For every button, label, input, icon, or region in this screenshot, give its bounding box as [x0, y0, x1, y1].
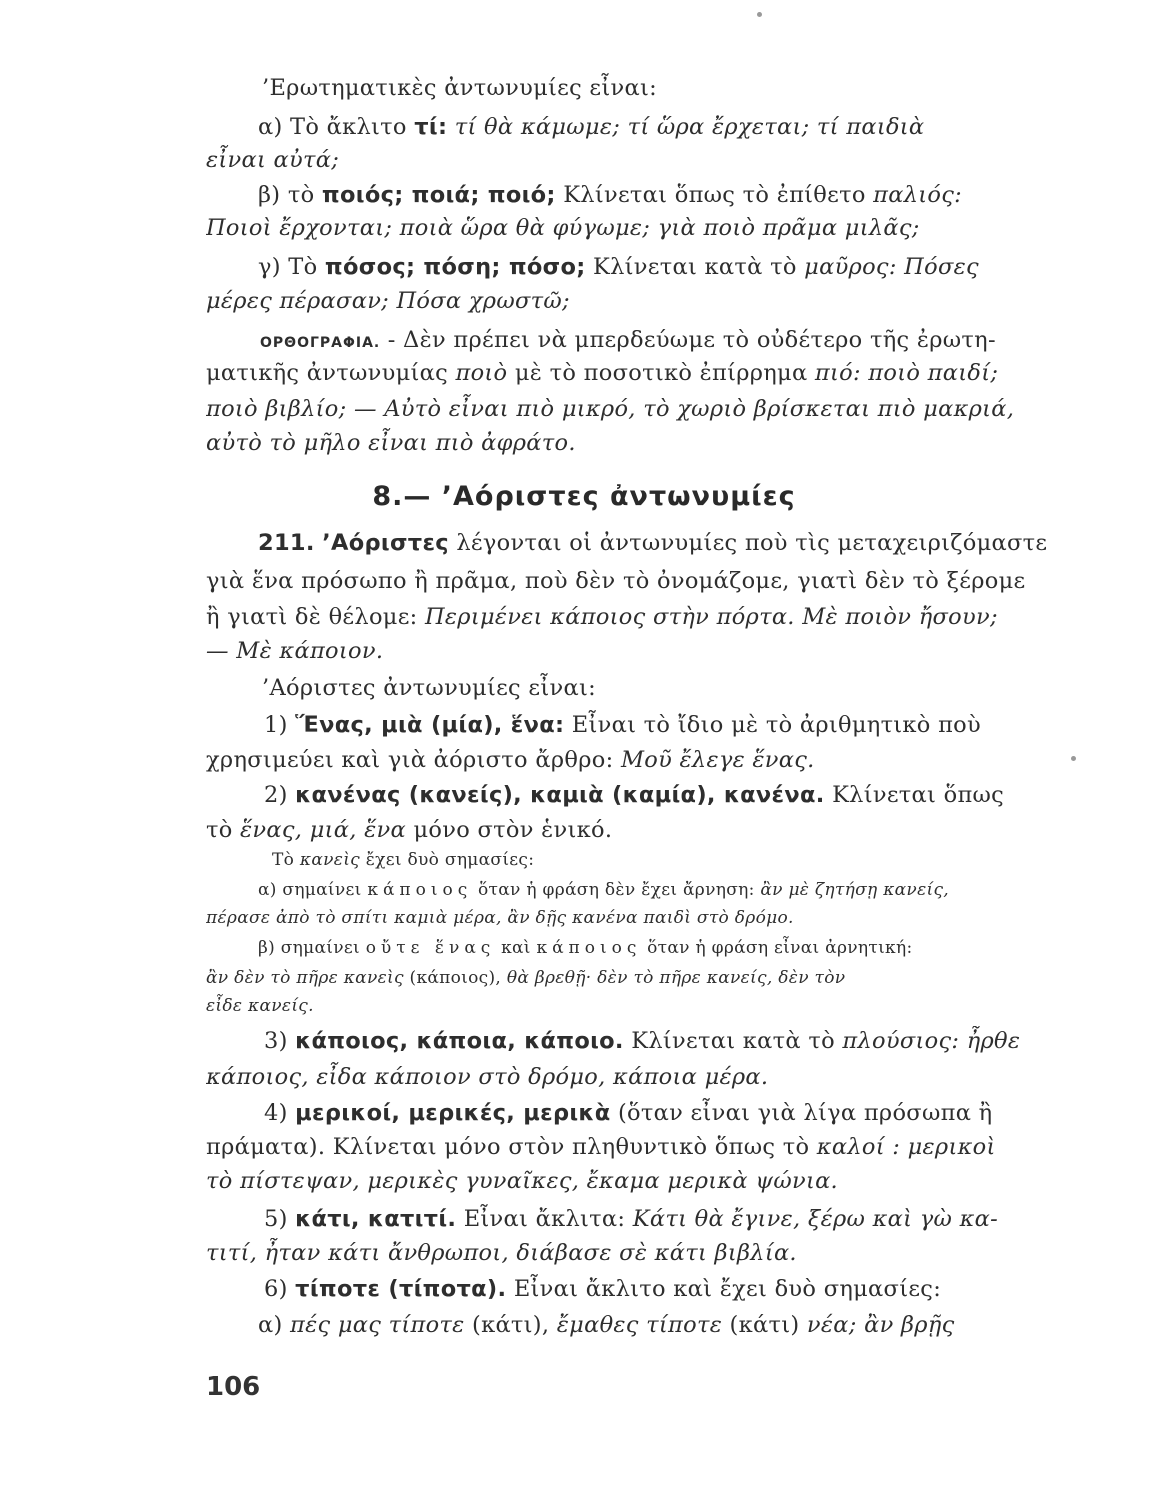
example-text: Μοῦ ἔλεγε ἕνας. — [620, 747, 815, 773]
paragraph-text: πράματα). Κλίνεται μόνο στὸν πληθυντικὸ ὅπως τὸ — [206, 1134, 810, 1160]
text-line — [262, 673, 1112, 703]
example-text: πέρασε ἀπὸ τὸ σπίτι καμιὰ μέρα, ἂν δῇς κανένα παιδὶ στὸ δρόμο. — [206, 908, 794, 928]
text-line — [206, 815, 1056, 845]
example-text: τιτί, ἦταν κάτι ἄνθρωποι, διάβασε σὲ κάτι βιβλία. — [206, 1240, 797, 1266]
list-label: β) τὸ — [258, 182, 315, 208]
list-label: β) σημαίνει — [258, 938, 360, 958]
paragraph-text: λέγονται οἱ ἀντωνυμίες ποὺ τὶς μεταχειριζόμαστε — [456, 530, 1048, 556]
text-line — [206, 966, 1056, 990]
text-line — [206, 1238, 1056, 1268]
text-line — [206, 286, 1056, 316]
example-text: μέρες πέρασαν; Πόσα χρωστῶ; — [206, 288, 570, 314]
list-label: 6) — [264, 1276, 288, 1302]
list-label: 3) — [264, 1028, 288, 1054]
note-text: ὅταν ἡ φράση δὲν ἔχει ἄρνηση: — [477, 880, 755, 900]
example-text: Πόσες — [904, 254, 979, 280]
pronoun-term: τίποτε (τίποτα). — [295, 1276, 507, 1302]
pronoun-term: κανένας (κανείς), καμιὰ (καμία), κανένα. — [295, 782, 825, 808]
list-label: γ) Τὸ — [258, 254, 318, 280]
example-text: εἶναι αὐτά; — [206, 147, 340, 173]
example-text: Περιμένει κάποιος στὴν πόρτα. Μὲ ποιὸν ἤσουν; — [425, 604, 998, 630]
example-text: ἔμαθες τίποτε — [556, 1312, 723, 1338]
model-word: ἕνας, μιά, ἕνα — [240, 817, 406, 843]
text-line — [264, 780, 1114, 810]
text-line — [206, 602, 1056, 632]
list-label: α) Τὸ ἄκλιτο — [258, 114, 407, 140]
example-text: εἶδε κανείς. — [206, 996, 314, 1016]
text-line — [206, 906, 1056, 930]
paragraph-text: γιὰ ἕνα πρόσωπο ἢ πρᾶμα, ποὺ δὲν τὸ ὀνομάζομε, γιατὶ δὲν τὸ ξέρομε — [206, 568, 1026, 594]
example-text: ποιὸ — [455, 360, 508, 386]
text-line — [258, 528, 1108, 558]
text-line — [206, 1062, 1056, 1092]
paragraph-text: (κάτι), — [472, 1312, 550, 1338]
note-text: ἔχει δυὸ σημασίες: — [365, 850, 535, 870]
paragraph-text: τὸ — [206, 817, 233, 843]
pronoun-term: Ἕνας, μιὰ (μία), ἕνα: — [295, 712, 565, 738]
pronoun-term: κάποιος, κάποια, κάποιο. — [295, 1028, 624, 1054]
list-label: 4) — [264, 1100, 288, 1126]
example-text: θὰ βρεθῇ· δὲν τὸ πῆρε κανείς, δὲν τὸν — [506, 968, 846, 988]
paragraph-text: - Δὲν πρέπει νὰ μπερδεύωμε τὸ οὐδέτερο τῆς ἐρωτη- — [387, 327, 996, 353]
text-line — [264, 1204, 1114, 1234]
example-text: ποιὸ βιβλίο; — Αὐτὸ εἶναι πιὸ μικρό, τὸ χωριὸ βρίσκεται πιὸ μακριά, — [206, 396, 1015, 422]
text-line — [206, 145, 1056, 175]
spaced-term: κάποιος — [536, 938, 642, 958]
list-label: 5) — [264, 1206, 288, 1232]
text-line — [258, 252, 1108, 282]
speck-mark — [1071, 756, 1076, 761]
paragraph-text: Κλίνεται κατὰ τὸ — [631, 1028, 835, 1054]
text-line — [258, 180, 1108, 210]
example-text: Ποιοὶ ἔρχονται; ποιὰ ὥρα θὰ φύγωμε; γιὰ ποιὸ πρᾶμα μιλᾶς; — [206, 215, 920, 241]
text-line — [272, 848, 1122, 872]
example-text: τὸ πίστεψαν, μερικὲς γυναῖκες, ἔκαμα μερικὰ ψώνια. — [206, 1168, 839, 1194]
pronoun-term: μερικοί, μερικές, μερικὰ — [295, 1100, 611, 1126]
text-line — [258, 112, 1108, 142]
paragraph-text: χρησιμεύει καὶ γιὰ ἀόριστο ἄρθρο: — [206, 747, 614, 773]
list-label: α) — [258, 1312, 283, 1338]
text-line — [206, 213, 1056, 243]
example-text: Κάτι θὰ ἔγινε, ξέρω καὶ γὼ κα- — [632, 1206, 999, 1232]
pronoun-term: τί: — [414, 114, 448, 140]
section-heading: 8.— ’Αόριστες ἀντωνυμίες — [372, 481, 796, 512]
example-text: κάποιος, εἶδα κάποιον στὸ δρόμο, κάποια μέρα. — [206, 1064, 769, 1090]
paragraph-text: ματικῆς ἀντωνυμίας — [206, 360, 449, 386]
orthography-label: ΟΡΘΟΓΡΑΦΙΑ. — [260, 335, 381, 351]
paragraph-text: Κλίνεται κατὰ τὸ — [593, 254, 797, 280]
paragraph-text: Εἶναι τὸ ἴδιο μὲ τὸ ἀριθμητικὸ ποὺ — [571, 712, 982, 738]
text-line — [206, 358, 1056, 388]
text-line — [258, 878, 1108, 902]
text-line — [264, 1098, 1114, 1128]
pronoun-term: ποιός; ποιά; ποιό; — [321, 182, 556, 208]
paragraph-text: (κάτι) — [729, 1312, 800, 1338]
example-text: πές μας τίποτε — [290, 1312, 465, 1338]
text-line — [206, 1132, 1056, 1162]
example-text: τί θὰ κάμωμε; τί ὥρα ἔρχεται; τί παιδιὰ — [454, 114, 925, 140]
text-line — [206, 394, 1056, 424]
model-word: παλιός: — [873, 182, 963, 208]
text-line — [264, 1274, 1114, 1304]
note-text: (κάποιος), — [409, 968, 502, 988]
text-line — [262, 73, 1112, 103]
model-word: πλούσιος: ἦρθε — [842, 1028, 1021, 1054]
paragraph-text: Κλίνεται ὅπως — [832, 782, 1005, 808]
text-line — [258, 1310, 1108, 1340]
list-label: α) σημαίνει — [258, 880, 362, 900]
example-text: κανεὶς — [299, 850, 360, 870]
speck-mark — [757, 12, 762, 17]
text-line — [260, 325, 1110, 358]
paragraph-text: Εἶναι ἄκλιτα: — [463, 1206, 626, 1232]
example-text: πιό: ποιὸ παιδί; — [814, 360, 999, 386]
text-line — [206, 428, 1056, 458]
note-text: Τὸ — [272, 850, 295, 870]
paragraph-text: μὲ τὸ ποσοτικὸ ἐπίρρημα — [514, 360, 808, 386]
page-number: 106 — [206, 1372, 261, 1402]
example-text: νέα; ἂν βρῇς — [806, 1312, 955, 1338]
text-line — [206, 994, 1056, 1018]
paragraph-text: ’Ερωτηματικὲς ἀντωνυμίες εἶναι: — [262, 75, 657, 101]
example-text: ἂν δὲν τὸ πῆρε κανεὶς — [206, 968, 404, 988]
list-label: 2) — [264, 782, 288, 808]
pronoun-term: κάτι, κατιτί. — [295, 1206, 457, 1232]
text-line — [206, 636, 1056, 666]
paragraph-text: ’Αόριστες ἀντωνυμίες εἶναι: — [262, 675, 596, 701]
list-label: 1) — [264, 712, 288, 738]
model-word: μαῦρος: — [804, 254, 897, 280]
example-text: — Μὲ κάποιον. — [206, 638, 384, 664]
spaced-term: οὔτε ἕνας — [365, 938, 496, 958]
text-line — [264, 1026, 1114, 1056]
model-word: καλοί : μερικοὶ — [816, 1134, 996, 1160]
paragraph-text: Εἶναι ἄκλιτο καὶ ἔχει δυὸ σημασίες: — [513, 1276, 942, 1302]
example-text: ἂν μὲ ζητήσῃ κανείς, — [760, 880, 949, 900]
pronoun-term: ’Αόριστες — [322, 530, 449, 556]
note-text: ὅταν ἡ φράση εἶναι ἀρνητική: — [647, 938, 913, 958]
text-line — [206, 566, 1056, 596]
note-text: καὶ — [501, 938, 531, 958]
paragraph-text: Κλίνεται ὅπως τὸ ἐπίθετο — [563, 182, 866, 208]
example-text: αὐτὸ τὸ μῆλο εἶναι πιὸ ἀφράτο. — [206, 430, 576, 456]
text-line — [258, 936, 1108, 960]
paragraph-text: ἢ γιατὶ δὲ θέλομε: — [206, 604, 418, 630]
text-line — [206, 745, 1056, 775]
paragraph-text: (ὅταν εἶναι γιὰ λίγα πρόσωπα ἢ — [617, 1100, 993, 1126]
paragraph-number: 211. — [258, 530, 315, 556]
spaced-term: κάποιος — [367, 880, 473, 900]
text-line — [206, 1166, 1056, 1196]
paragraph-text: μόνο στὸν ἑνικό. — [413, 817, 613, 843]
text-line — [264, 710, 1114, 740]
pronoun-term: πόσος; πόση; πόσο; — [324, 254, 586, 280]
